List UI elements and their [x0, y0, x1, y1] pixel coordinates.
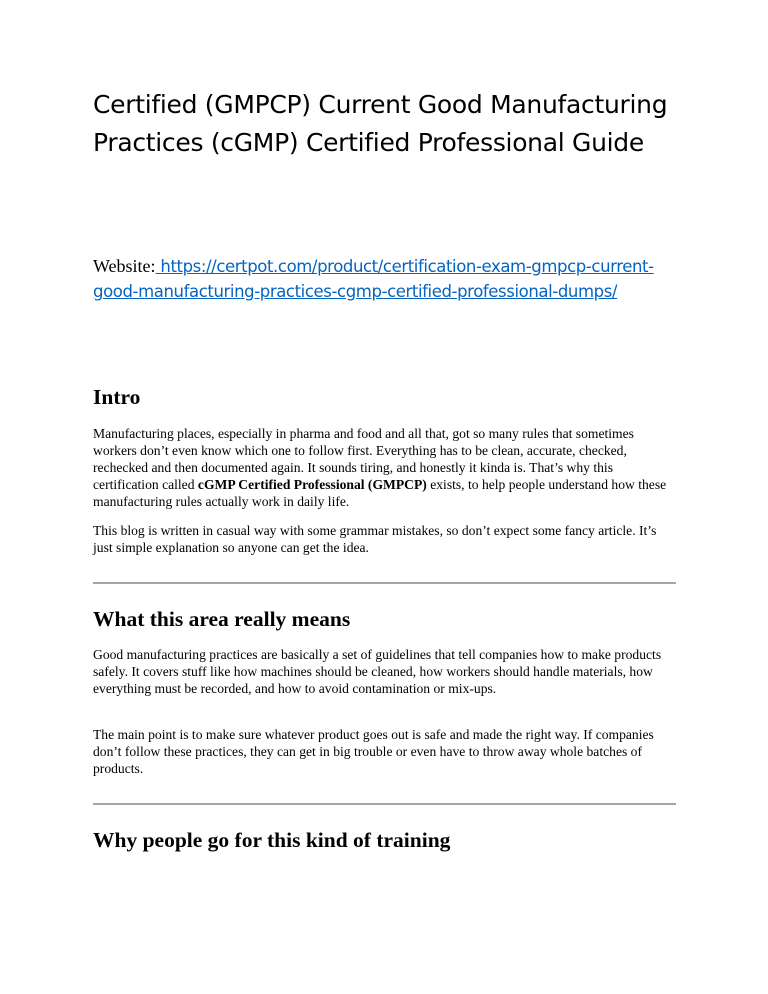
section-heading-training: Why people go for this kind of training: [93, 828, 451, 852]
section-heading-meaning: What this area really means: [93, 607, 351, 631]
section-heading-intro: Intro: [93, 385, 141, 409]
website-link[interactable]: https://certpot.com/product/certification-exam-gmpcp-current-good-manufacturing-practices-cgmp-certified-professional-dumps/: [93, 257, 654, 301]
intro-paragraph-1-text-a: Manufacturing places, especially in pharma and food and all that, got so many rules that sometimes workers don’t even know which one to follow first. Everything has to be clean, accurate, checked, rechecked and then documented again. It sounds tiring, and honestly it kinda is. That’s why this certification called: [93, 426, 634, 492]
website-label: Website:: [93, 256, 156, 276]
intro-paragraph-1-text-b: exists, to help people understand how these manufacturing rules actually work in daily life.: [93, 477, 667, 509]
section-divider: [93, 803, 676, 805]
intro-paragraph-1: [93, 425, 679, 510]
certification-name: cGMP Certified Professional (GMPCP): [197, 477, 427, 492]
meaning-paragraph-1: Good manufacturing practices are basically a set of guidelines that tell companies how to make products safely. It covers stuff like how machines should be cleaned, how workers should handle materials, how everything must be recorded, and how to avoid contamination or mix-ups.: [93, 647, 662, 696]
page-title: Certified (GMPCP) Current Good Manufacturing Practices (cGMP) Certified Professional Guide: [93, 90, 668, 157]
website-line: [93, 254, 678, 304]
section-divider: [93, 582, 676, 584]
intro-paragraph-2: This blog is written in casual way with some grammar mistakes, so don’t expect some fancy article. It’s just simple explanation so anyone can get the idea.: [93, 523, 657, 555]
meaning-paragraph-2: The main point is to make sure whatever product goes out is safe and made the right way. If companies don’t follow these practices, they can get in big trouble or even have to throw away whole batches of products.: [93, 727, 654, 776]
